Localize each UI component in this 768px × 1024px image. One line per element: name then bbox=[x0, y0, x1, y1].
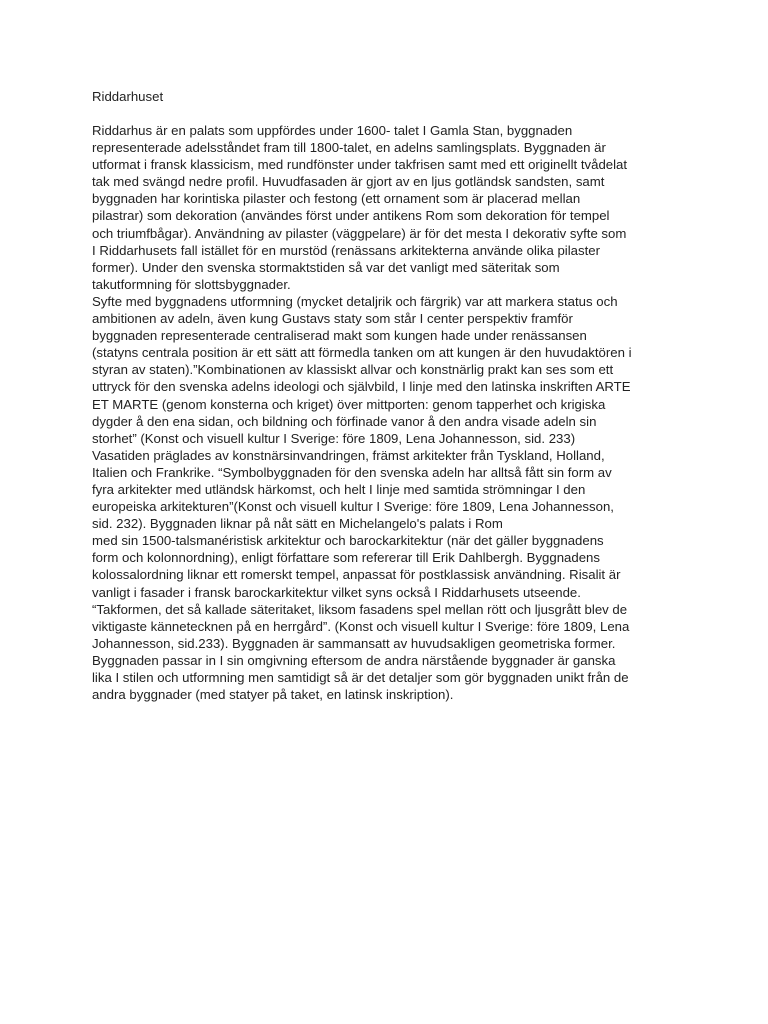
body-text-line: ET MARTE (genom konsterna och kriget) över mittporten: genom tapperhet och krigiska bbox=[92, 396, 606, 412]
body-text-line: byggnaden representerade centraliserad makt som kungen hade under renässansen bbox=[92, 328, 587, 344]
body-text-line: Byggnaden passar in I sin omgivning eftersom de andra närstående byggnader är ganska bbox=[92, 652, 616, 668]
body-text-line: representerade adelsståndet fram till 1800-talet, en adelns samlingsplats. Byggnaden är bbox=[92, 140, 606, 156]
body-text-line: utformat i fransk klassicism, med rundfönster under takfrisen samt med ett originellt tvådelat bbox=[92, 157, 628, 173]
body-text-line: viktigaste kännetecknen på en herrgård”. (Konst och visuell kultur I Sverige: före 1809, Lena bbox=[92, 618, 630, 634]
body-text-line: med sin 1500-talsmanéristisk arkitektur och barockarkitektur (när det gäller byggnadens bbox=[92, 533, 604, 549]
body-text-line: pilastrar) som dekoration (användes först under antikens Rom som dekoration för tempel bbox=[92, 208, 610, 224]
body-text-line: lika I stilen och utformning men samtidigt så är det detaljer som gör byggnaden unikt från de bbox=[92, 670, 629, 685]
body-text-line: fyra arkitekter med utländsk härkomst, och helt I linje med samtida strömningar I den bbox=[92, 481, 586, 497]
body-text-line: (statyns centrala position är ett sätt att förmedla tanken om att kungen är den huvudaktören i bbox=[92, 345, 632, 361]
body-text-line: europeiska arkitekturen”(Konst och visuell kultur I Sverige: före 1809, Lena Johannesson, bbox=[92, 499, 614, 515]
body-text-line: takutformning för slottsbyggnader. bbox=[92, 276, 291, 292]
body-text-line: sid. 232). Byggnaden liknar på nåt sätt en Michelangelo's palats i Rom bbox=[92, 516, 503, 532]
body-text-line: Riddarhus är en palats som uppfördes under 1600- talet I Gamla Stan, byggnaden bbox=[92, 123, 573, 138]
body-text-line: I Riddarhusets fall istället för en murstöd (renässans arkitekterna använde olika pilaster bbox=[92, 242, 600, 258]
body-text-line: Italien och Frankrike. “Symbolbyggnaden för den svenska adeln har alltså fått sin form av bbox=[92, 464, 612, 480]
document-title: Riddarhuset bbox=[92, 89, 164, 104]
body-text-line: tak med svängd nedre profil. Huvudfasaden är gjort av en ljus gotländsk sandsten, samt bbox=[92, 174, 605, 190]
body-text-line: dygder å den ena sidan, och bildning och förfinade vanor å den andra visade adeln sin bbox=[92, 413, 597, 429]
body-text-line: former). Under den svenska stormaktstiden så var det vanligt med säteritak som bbox=[92, 259, 560, 275]
body-text-line: form och kolonnordning), enligt författare som refererar till Erik Dahlbergh. Byggnadens bbox=[92, 550, 600, 566]
body-text-line: Johannesson, sid.233). Byggnaden är sammansatt av huvudsakligen geometriska former. bbox=[92, 635, 616, 651]
body-text-line: styran av staten).”Kombinationen av klassiskt allvar och konstnärlig prakt kan ses som ett bbox=[92, 362, 614, 378]
body-text-line: kolossalordning liknar ett romerskt tempel, anpassat för postklassisk användning. Risalit är bbox=[92, 567, 621, 583]
body-text-line: byggnaden har korintiska pilaster och festong (ett ornament som är placerad mellan bbox=[92, 191, 581, 207]
body-text-line: vanligt i fasader i fransk barockarkitektur vilket syns också I Riddarhusets utseende. bbox=[92, 584, 581, 600]
body-text-line: ambitionen av adeln, även kung Gustavs staty som står I center perspektiv framför bbox=[92, 311, 573, 327]
body-text-line: “Takformen, det så kallade säteritaket, liksom fasadens spel mellan rött och ljusgrått blev de bbox=[92, 601, 628, 617]
body-text-line: uttryck för den svenska adelns ideologi och självbild, I linje med den latinska inskriften ARTE bbox=[92, 379, 631, 395]
document-body bbox=[92, 122, 692, 703]
body-text-line: Vasatiden präglades av konstnärsinvandringen, främst arkitekter från Tyskland, Holland, bbox=[92, 447, 605, 463]
body-text-line: och triumfbågar). Användning av pilaster (väggpelare) är för det mesta I dekorativ syfte som bbox=[92, 225, 627, 241]
body-text-line: storhet” (Konst och visuell kultur I Sverige: före 1809, Lena Johannesson, sid. 233) bbox=[92, 430, 576, 446]
body-text-line: andra byggnader (med statyer på taket, en latinsk inskription). bbox=[92, 687, 454, 703]
body-text-line: Syfte med byggnadens utformning (mycket detaljrik och färgrik) var att markera status och bbox=[92, 293, 618, 309]
